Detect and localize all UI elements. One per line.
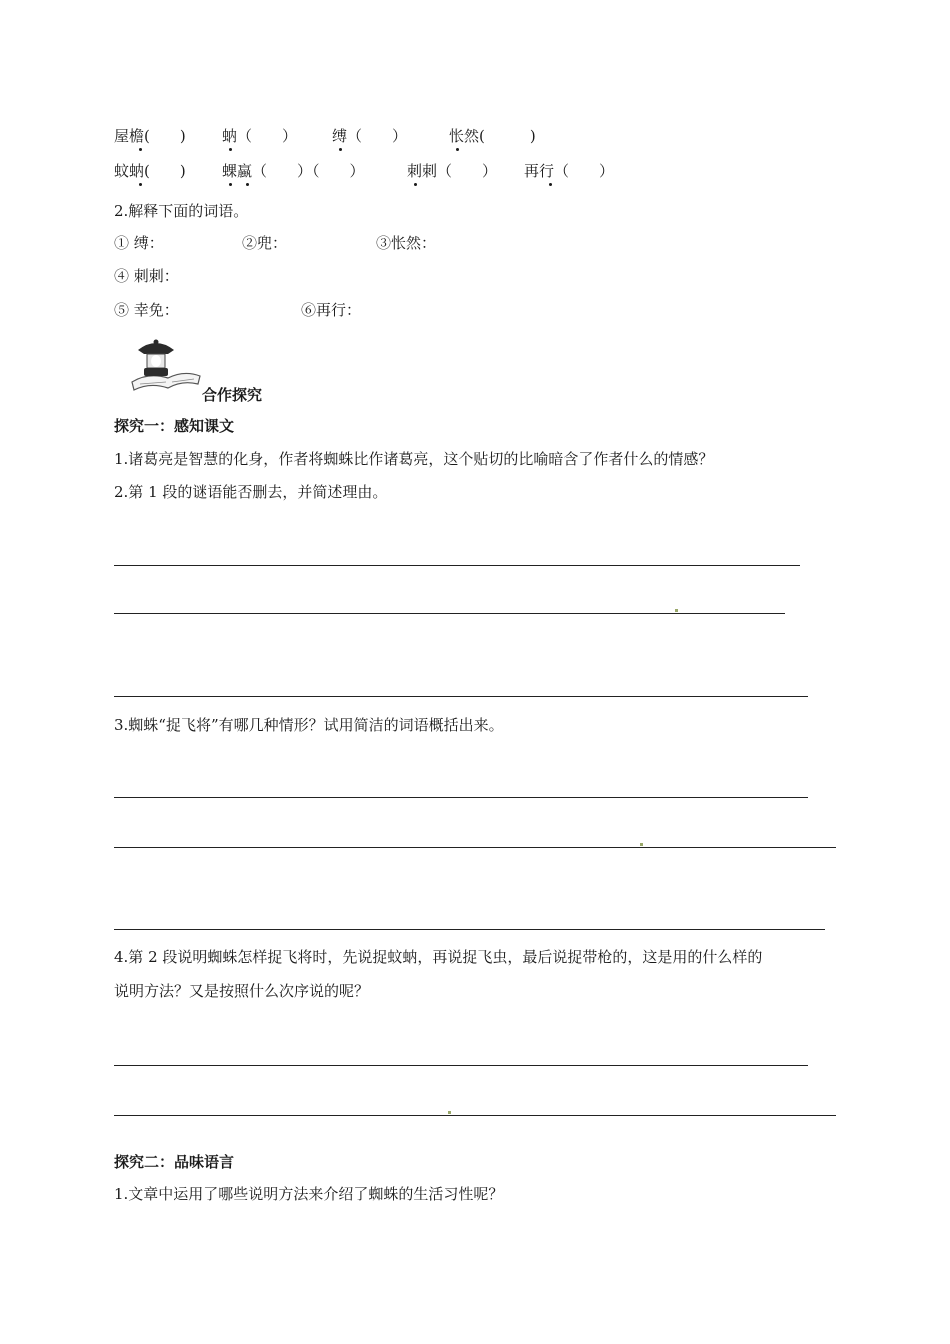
answer-line[interactable] xyxy=(114,929,825,930)
emphasis-dot xyxy=(139,148,142,151)
word-item-changran: ③怅然： xyxy=(376,234,437,252)
pinyin-item-wenrui: 蚊蚋( ) xyxy=(114,162,186,180)
emphasis-dot xyxy=(246,183,249,186)
scan-speck xyxy=(448,1111,451,1114)
word-item-xingmian: ⑤ 幸免： xyxy=(114,301,179,319)
question-explain-words: 2.解释下面的词语。 xyxy=(114,202,249,220)
explore2-heading: 探究二：品味语言 xyxy=(114,1153,235,1171)
answer-line[interactable] xyxy=(114,696,808,697)
word-item-dou: ②兜： xyxy=(242,234,288,252)
explore1-question-2: 2.第 1 段的谜语能否删去，并简述理由。 xyxy=(114,483,388,501)
emphasis-dot xyxy=(139,183,142,186)
answer-line[interactable] xyxy=(114,1065,808,1066)
explore1-question-4-line2: 说明方法？又是按照什么次序说的呢？ xyxy=(114,982,370,1000)
emphasis-dot xyxy=(339,148,342,151)
lantern-book-icon xyxy=(128,330,202,396)
answer-line[interactable] xyxy=(114,847,836,848)
pinyin-item-rui: 蚋（ ） xyxy=(222,127,298,145)
emphasis-dot xyxy=(229,183,232,186)
emphasis-dot xyxy=(549,183,552,186)
pinyin-item-zaixing: 再行（ ） xyxy=(524,162,615,180)
word-item-cici: ④ 刺刺： xyxy=(114,267,179,285)
pinyin-item-changran: 怅然( ) xyxy=(449,127,536,145)
emphasis-dot xyxy=(456,148,459,151)
explore1-heading: 探究一：感知课文 xyxy=(114,417,235,435)
explore1-question-1: 1.诸葛亮是智慧的化身，作者将蜘蛛比作诸葛亮，这个贴切的比喻暗含了作者什么的情感？ xyxy=(114,450,714,468)
answer-line[interactable] xyxy=(114,613,785,614)
emphasis-dot xyxy=(414,183,417,186)
answer-line[interactable] xyxy=(114,565,800,566)
pinyin-item-wuyan: 屋檐( ) xyxy=(114,127,186,145)
explore1-question-4-line1: 4.第 2 段说明蜘蛛怎样捉飞将时，先说捉蚊蚋，再说捉飞虫，最后说捉带枪的，这是用的什么样的 xyxy=(114,948,763,966)
word-item-zaixing: ⑥再行： xyxy=(301,301,362,319)
explore1-question-3: 3.蜘蛛“捉飞将”有哪几种情形？试用简洁的词语概括出来。 xyxy=(114,716,504,734)
scan-speck xyxy=(640,843,643,846)
word-item-fu: ① 缚： xyxy=(114,234,164,252)
answer-line[interactable] xyxy=(114,1115,836,1116)
pinyin-item-fu: 缚（ ） xyxy=(332,127,408,145)
section-title: 合作探究 xyxy=(202,386,263,404)
explore2-question-1: 1.文章中运用了哪些说明方法来介绍了蜘蛛的生活习性呢？ xyxy=(114,1185,504,1203)
pinyin-item-guoluo: 蜾蠃（ ）（ ） xyxy=(222,162,365,180)
answer-line[interactable] xyxy=(114,797,808,798)
emphasis-dot xyxy=(229,148,232,151)
scan-speck xyxy=(675,609,678,612)
pinyin-item-cici: 刺刺（ ） xyxy=(407,162,498,180)
